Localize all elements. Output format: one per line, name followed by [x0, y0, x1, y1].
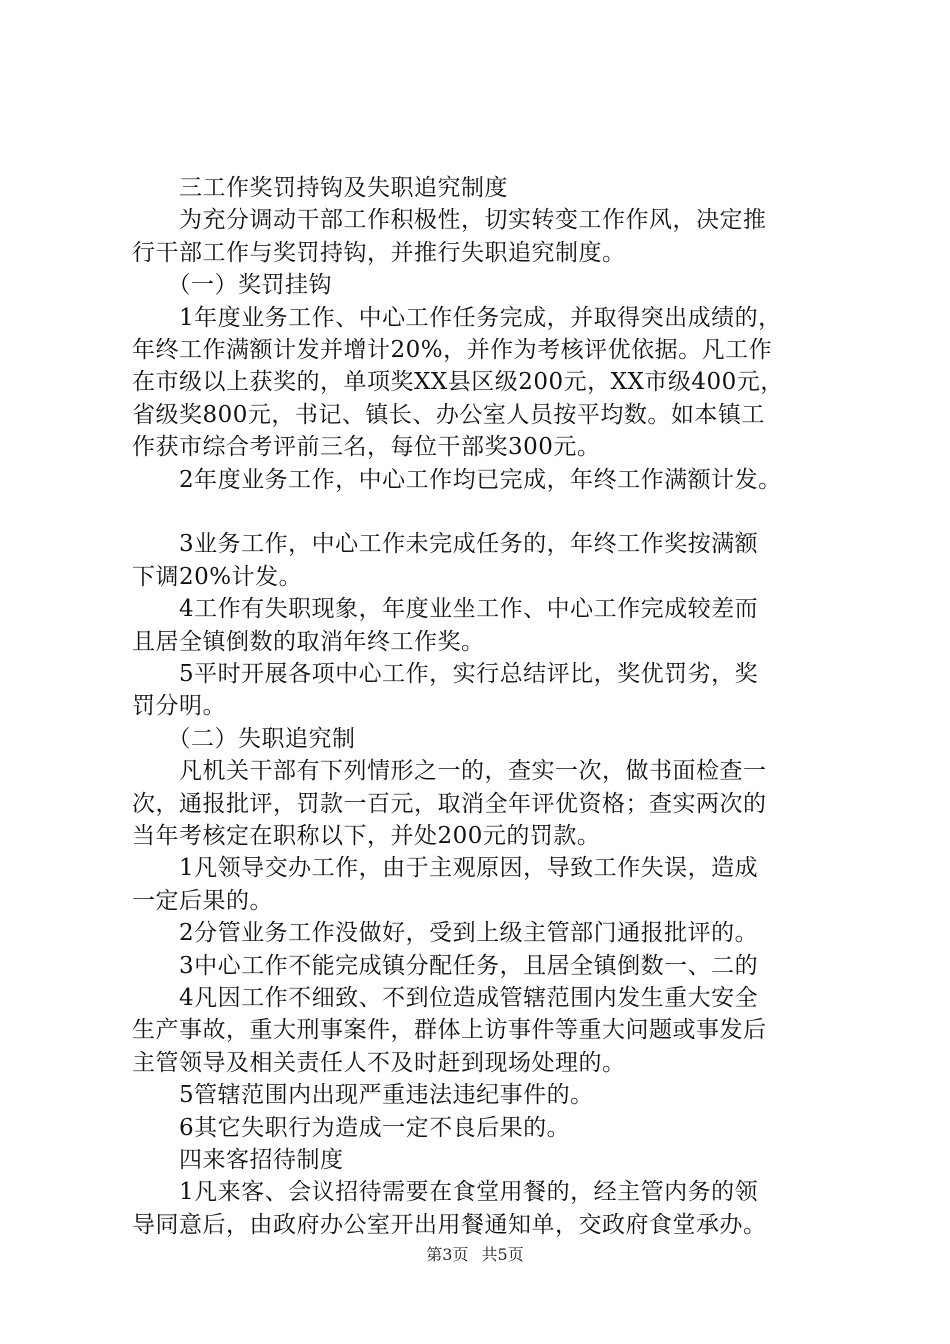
text-line: 主管领导及相关责任人不及时赶到现场处理的。 [132, 1049, 626, 1076]
text-line: 下调20%计发。 [132, 563, 303, 590]
text-line: 次，通报批评，罚款一百元，取消全年评优资格；查实两次的 [132, 790, 767, 817]
text-line: 年终工作满额计发并增计20%，并作为考核评优依据。凡工作 [132, 337, 773, 363]
text-line: 3中心工作不能完成镇分配任务，且居全镇倒数一、二的 [132, 952, 759, 979]
text-line: 三工作奖罚持钩及失职追究制度 [132, 175, 508, 201]
text-line: 4工作有失职现象，年度业坐工作、中心工作完成较差而 [132, 596, 759, 623]
text-line: 4凡因工作不细致、不到位造成管辖范围内发生重大安全 [132, 985, 759, 1011]
text-line: 2分管业务工作没做好，受到上级主管部门通报批评的。 [132, 920, 759, 947]
text-line: 四来客招待制度 [132, 1147, 344, 1173]
text-line: 且居全镇倒数的取消年终工作奖。 [132, 628, 485, 655]
text-line: 1凡来客、会议招待需要在食堂用餐的，经主管内务的领 [132, 1179, 759, 1206]
text-line: （二）失职追究制 [132, 725, 356, 752]
text-line: 6其它失职行为造成一定不良后果的。 [132, 1114, 571, 1141]
text-line: 5平时开展各项中心工作，实行总结评比，奖优罚劣，奖 [132, 661, 759, 687]
page-footer [0, 1244, 950, 1266]
text-line: 3业务工作，中心工作未完成任务的，年终工作奖按满额 [132, 531, 759, 558]
text-line: （一）奖罚挂钩 [132, 272, 332, 299]
page-number: 第3页 [426, 1245, 469, 1264]
text-line: 2年度业务工作，中心工作均已完成，年终工作满额计发。 [132, 466, 782, 493]
text-line: 在市级以上获奖的，单项奖XX县区级200元，XX市级400元， [132, 369, 784, 396]
page-total: 共5页 [481, 1245, 524, 1264]
text-line: 一定后果的。 [132, 887, 273, 914]
text-line: 导同意后，由政府办公室开出用餐通知单，交政府食堂承办。 [132, 1211, 767, 1238]
text-line: 作获市综合考评前三名，每位干部奖300元。 [132, 434, 601, 461]
text-line: 行干部工作与奖罚持钩，并推行失职追究制度。 [132, 239, 626, 266]
text-line: 为充分调动干部工作积极性，切实转变工作作风，决定推 [132, 207, 767, 234]
text-line: 1凡领导交办工作，由于主观原因，导致工作失误，造成 [132, 855, 759, 882]
text-line: 当年考核定在职称以下，并处200元的罚款。 [132, 823, 601, 849]
text-line: 罚分明。 [132, 693, 226, 720]
text-line: 省级奖800元，书记、镇长、办公室人员按平均数。如本镇工 [132, 401, 765, 428]
text-line: 1年度业务工作、中心工作任务完成，并取得突出成绩的， [132, 304, 782, 331]
text-line: 生产事故，重大刑事案件，群体上访事件等重大问题或事发后 [132, 1017, 767, 1044]
text-line: 凡机关干部有下列情形之一的，查实一次，做书面检查一 [132, 758, 767, 785]
text-line: 5管辖范围内出现严重违法违纪事件的。 [132, 1082, 594, 1109]
